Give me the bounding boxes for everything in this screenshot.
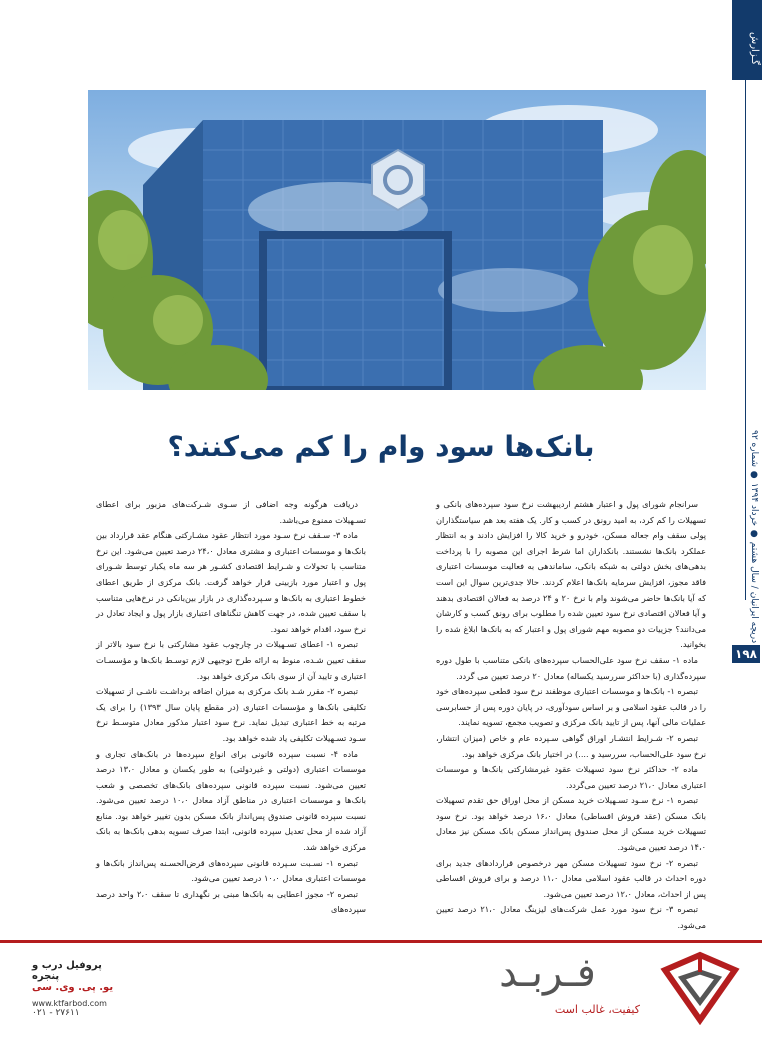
article-column-right: [436, 497, 706, 934]
paragraph: ماده ۱- سقف نرخ سود علی‌الحساب سپرده‌های بانکی متناسب با طول دوره سپرده‌گذاری (با حداکثر سررسید یکساله) معادل ۲۰ درصد تعیین می گردد.: [436, 654, 706, 681]
paragraph: تبصره ۱- اعطای تسـهیلات در چارچوب عقود مشارکتی با نرخ سود بالاتر از سقف تعیین شـده، منوط به ارائه طرح توجیهی لازم توسـط بانک‌ها و مؤسسـات اعتباری و تایید آن از سوی بانک مرکزی خواهد بود.: [96, 639, 366, 681]
paragraph: تبصره ۲- مجوز اعطایی به بانک‌ها مبنی بر نگهداری تا سقف ۲،۰ واحد درصد سپرده‌های: [96, 888, 366, 915]
ad-contact-block: [32, 960, 132, 1018]
paragraph: تبصره ۲- نرخ سود تسهیلات مسکن مهر درخصوص قراردادهای جدید برای دوره احداث در قالب عقود اسلامی معادل ۱۱،۰ درصد و برای فروش اقساطی پس از احداث، معادل ۱۲،۰ درصد تعیین می‌شود.: [436, 857, 706, 899]
article-title: بانک‌ها سود وام را کم می‌کنند؟: [167, 430, 595, 463]
paragraph: دریافت هرگونه وجه اضافی از سـوی شـرکت‌های مزبور برای اعطای تسـهیلات ممنوع می‌باشد.: [96, 499, 366, 525]
paragraph: ماده ۴- نسبت سپرده قانونی برای انواع سپرده‌ها در بانک‌های تجاری و موسسات اعتباری (دولتی و غیردولتی) به طور یکسان و معادل ۱۳،۰ درصد تعیین می‌شود. نسبت سپرده قانونی سپرده‌های بانک‌های تخصصی و شعب بانک‌ها و موسسات اعتباری در مناطق آزاد معادل ۱۰،۰ درصد تعیین می‌شود. نسبت سپرده قانونی صندوق پس‌انداز بانک مسکن بدون تغییر خواهد بود. منابع آزاد شده از محل تعدیل سپرده قانونی، ابتدا صرف تسویه بدهی بانک‌ها به بانک مرکزی خواهد شد.: [96, 748, 367, 853]
article-column-left: [96, 497, 366, 918]
paragraph: ماده ۲- حداکثر نرخ سود تسهیلات عقود غیرمشارکتی بانک‌ها و موسسات اعتباری معادل ۲۱،۰ درصد تعیین می‌گردد.: [436, 764, 706, 790]
paragraph: تبصره ۱- نسـبت سـپرده قانونی سپرده‌های قرض‌الحسـنه پس‌انداز بانک‌ها و موسسات اعتباری معادل ۱۰،۰ درصد تعیین می‌شود.: [96, 857, 366, 884]
brand-name: فـربـد: [499, 950, 596, 996]
paragraph: ماده ۳- سـقف نرخ سـود مورد انتظار عقود مشـارکتی هنگام عقد قرارداد بین بانک‌ها و موسسات اعتباری و مشتری معادل ۲۴،۰ درصد تعیین می‌شود. این نرخ متناسب با تحولات و شـرایط اقتصادی کشـور هر سه ماه یکبار توسط شـورای پول و اعتبار مورد بازبینی قرار خواهد گرفت. بانک مرکزی از طریق اعطای خطوط اعتباری به بانک‌ها و سـپرده‌گذاری در بازار بین‌بانکی در نرخ‌هایی متناسب با سقف تعیین شده، در جهت کاهش تنگناهای اعتباری بازار پول و ایجاد تعادل در نرخ سود، اقدام خواهد نمود.: [96, 530, 366, 634]
journal-issue-line: دریچه ایرانیان / سال هشتم ● خرداد ۱۳۹۴ ● شماره ۹۲: [749, 430, 759, 644]
central-bank-photo: [88, 90, 706, 390]
ad-material-line: یو. پی. وی. سی: [32, 982, 114, 993]
ad-website[interactable]: www.ktfarbod.com: [32, 999, 107, 1008]
paragraph: سرانجام شورای پول و اعتبار هشتم اردیبهشت نرخ سود سپرده‌های بانکی و تسهیلات را کم کرد، به امید رونق در کسب و کار. یک هفته بعد هم سیاستگذاران پولی سقف وام جعاله مسکن، خودرو و خرید کالا را افزایش دادند و به انتظار عملکرد بانک‌ها نشستند. بانکداران اما شرط اجرای این مصوبه را با پرداخت بدهی‌های بخش دولتی به شبکه بانکی، ساماندهی به فعالیت موسسات اعتباری فاقد مجوز، افزایش سرمایه بانک‌ها اعلام کردند. حالا جدی‌ترین سوال این است که آیا بانک‌ها حاضر می‌شوند وام با نرخ ۲۰ و ۲۴ درصد به فعالان اقتصادی بدهند و آیا فعالان اقتصادی نرخ سود تعیین شده را مطلوب برای رونق کسب و کارشان می‌دانند؟ جزییات دو مصوبه مهم شورای پول و اعتبار که به بانک‌ها ابلاغ شده را بخوانید.: [436, 499, 706, 650]
sidebar-banner: [732, 0, 762, 80]
paragraph: تبصره ۲- مقرر شـد بانک مرکزی به میزان اضافه برداشـت ناشـی از تسهیلات تکلیفی بانک‌ها و مؤسسات اعتباری (در مقطع پایان سال ۱۳۹۳) را برای یک مرتبه به خط اعتباری تبدیل نماید. نرخ سود اعتبار مذکور معادل متوسـط نرخ سـود تسـهیلات تکلیفی یاد شده خواهد بود.: [96, 686, 367, 743]
paragraph: تبصره ۱- بانک‌ها و موسسات اعتباری موظفند نرخ سود قطعی سپرده‌های خود را در قالب عقود اسلامی و بر اساس سودآوری، در پایان دوره پس از حسابرسی عملیات مالی آنها، پس از تایید بانک مرکزی و تصویب مجمع، تسویه نمایند.: [436, 686, 706, 728]
building-illustration: [88, 90, 706, 390]
sidebar-divider: [745, 80, 746, 600]
page-number: ۱۹۸: [732, 645, 760, 663]
section-tab: گـزارش: [749, 32, 760, 66]
paragraph: تبصره ۲- شـرایط انتشـار اوراق گواهی سـپرده عام و خاص (میزان انتشار، نرخ سود علی‌الحساب، سررسید و ....) در اختیار بانک مرکزی خواهد بود.: [436, 732, 706, 759]
paragraph: تبصره ۱- نرخ سـود تسـهیلات خرید مسکن از محل اوراق حق تقدم تسهیلات بانک مسکن (عقد فروش اقساطی) معادل ۱۶،۰ درصد خواهد بود. نرخ سود تسهیلات خرید مسکن از محل صندوق پس‌انداز مسکن بانک مسکن نیز معادل ۱۴،۰ درصد تعیین می‌شود.: [436, 795, 706, 853]
footer-rule: [0, 940, 762, 943]
ad-product-line: پروفیل درب و پنجره: [32, 960, 102, 982]
paragraph: تبصره ۳- نرخ سود مورد عمل شرکت‌های لیزینگ معادل ۲۱،۰ درصد تعیین می‌شود.: [436, 904, 706, 931]
brand-tagline: کیفیت، غالب است: [554, 1003, 640, 1016]
brand-logo-icon: [660, 950, 740, 1025]
ad-phone: ۰۲۱ - ۲۷۶۱۱: [32, 1008, 80, 1018]
